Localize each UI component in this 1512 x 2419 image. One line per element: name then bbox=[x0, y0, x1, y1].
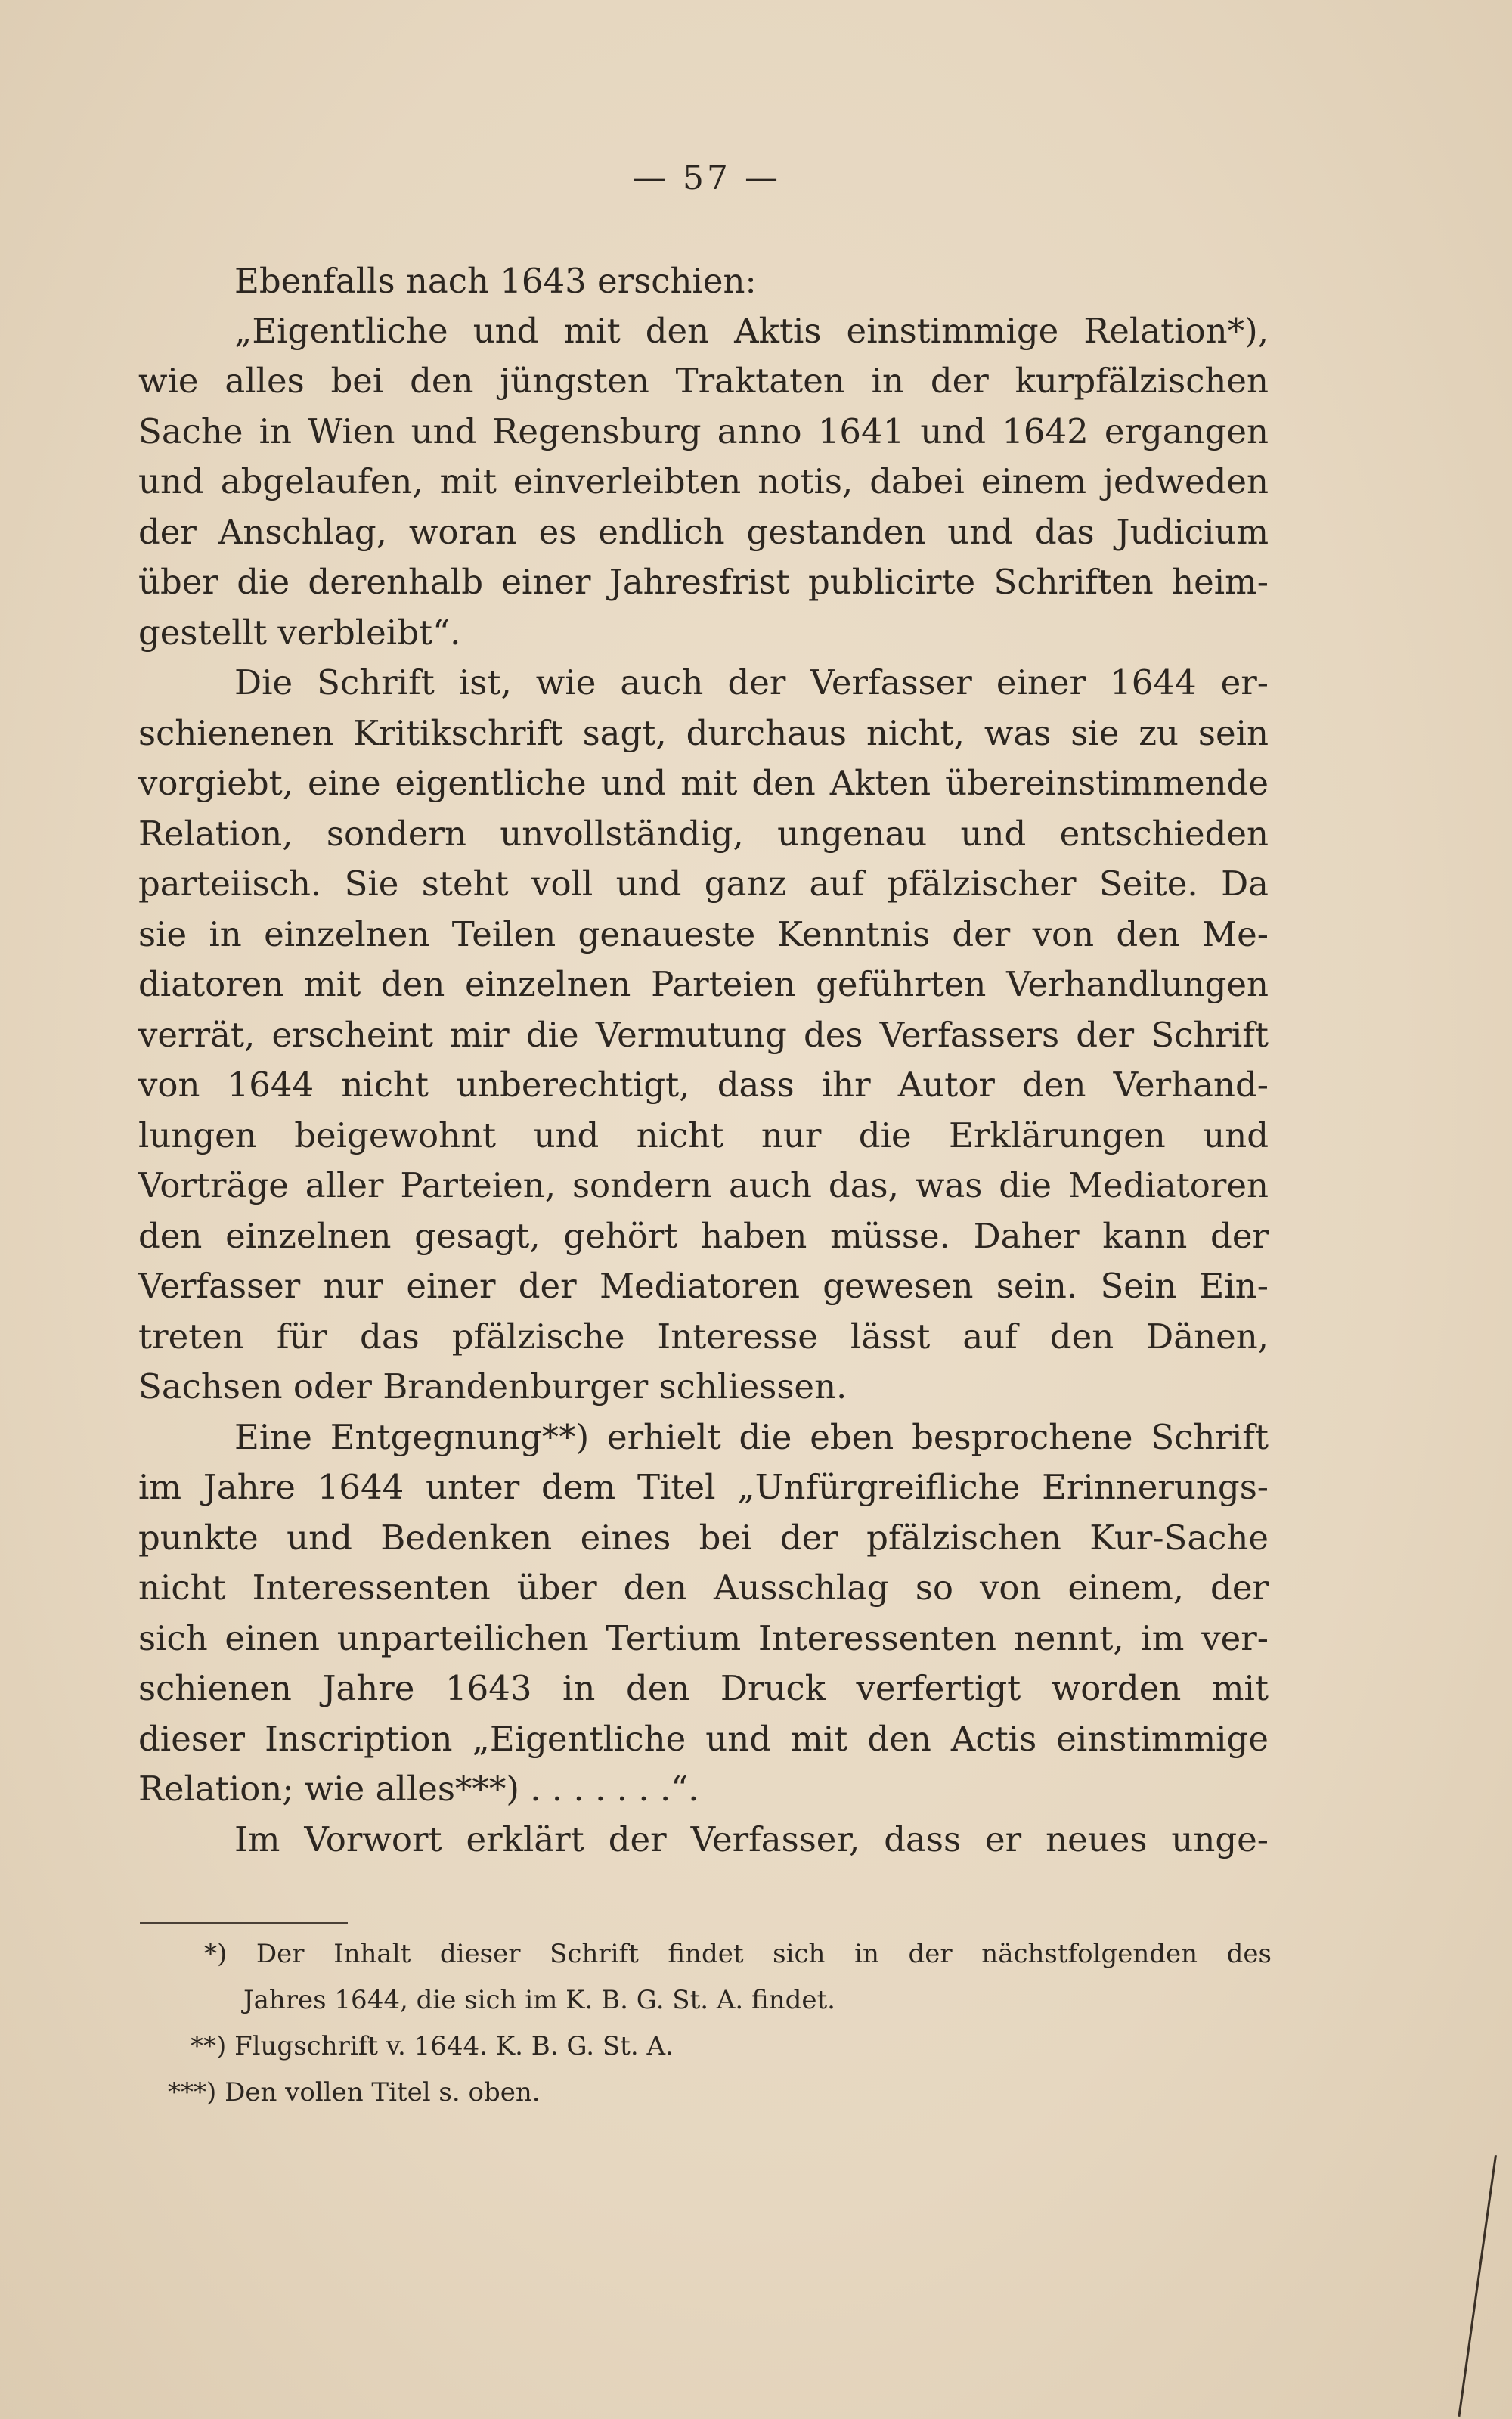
text-line: Ebenfalls nach 1643 erschien: bbox=[234, 261, 757, 301]
text-line: dieser Inscription „Eigentliche und mit den Actis einstimmige bbox=[138, 1719, 1269, 1759]
text-line: sich einen unparteilichen Tertium Interessenten nennt, im ver- bbox=[138, 1618, 1269, 1658]
text-line: und abgelaufen, mit einverleibten notis, dabei einem jedweden bbox=[138, 461, 1269, 501]
footnote-3: ***) Den vollen Titel s. oben. bbox=[168, 2077, 541, 2107]
text-line: Relation, sondern unvollständig, ungenau und entschieden bbox=[138, 814, 1269, 854]
text-line: Im Vorwort erklärt der Verfasser, dass er neues unge- bbox=[234, 1819, 1269, 1859]
footnote-1: *) Der Inhalt dieser Schrift findet sich in der nächstfolgenden des bbox=[204, 1939, 1272, 1969]
text-line: schienen Jahre 1643 in den Druck verfertigt worden mit bbox=[138, 1668, 1269, 1708]
text-line: Eine Entgegnung**) erhielt die eben besprochene Schrift bbox=[234, 1417, 1269, 1457]
text-line: gestellt verbleibt“. bbox=[138, 613, 461, 653]
text-line: treten für das pfälzische Interesse lässt auf den Dänen, bbox=[138, 1316, 1269, 1357]
text-line: wie alles bei den jüngsten Traktaten in der kurpfälzischen bbox=[138, 361, 1269, 401]
text-line: Die Schrift ist, wie auch der Verfasser einer 1644 er- bbox=[234, 662, 1269, 702]
text-line: punkte und Bedenken eines bei der pfälzischen Kur-Sache bbox=[138, 1518, 1269, 1558]
text-line: nicht Interessenten über den Ausschlag so von einem, der bbox=[138, 1568, 1269, 1608]
text-line: Verfasser nur einer der Mediatoren gewesen sein. Sein Ein- bbox=[138, 1266, 1269, 1306]
text-line: verrät, erscheint mir die Vermutung des Verfassers der Schrift bbox=[138, 1015, 1269, 1055]
page-edge-shadow bbox=[1458, 2155, 1497, 2417]
text-line: vorgiebt, eine eigentliche und mit den Akten übereinstimmende bbox=[138, 763, 1269, 803]
text-line: sie in einzelnen Teilen genaueste Kenntnis der von den Me- bbox=[138, 914, 1269, 954]
text-line: der Anschlag, woran es endlich gestanden und das Judicium bbox=[138, 512, 1269, 552]
text-line: parteiisch. Sie steht voll und ganz auf pfälzischer Seite. Da bbox=[138, 864, 1269, 904]
text-line: lungen beigewohnt und nicht nur die Erklärungen und bbox=[138, 1115, 1269, 1155]
text-line: schienenen Kritikschrift sagt, durchaus nicht, was sie zu sein bbox=[138, 713, 1269, 753]
text-line: den einzelnen gesagt, gehört haben müsse. Daher kann der bbox=[138, 1216, 1269, 1256]
text-line: Vorträge aller Parteien, sondern auch das, was die Mediatoren bbox=[138, 1165, 1269, 1205]
text-line: über die derenhalb einer Jahresfrist publicirte Schriften heim- bbox=[138, 562, 1269, 602]
text-line: diatoren mit den einzelnen Parteien geführten Verhandlungen bbox=[138, 964, 1269, 1004]
footnote-divider bbox=[140, 1922, 348, 1924]
page-number: — 57 — bbox=[633, 159, 781, 197]
text-line: Sachsen oder Brandenburger schliessen. bbox=[138, 1366, 847, 1406]
text-line: Sache in Wien und Regensburg anno 1641 und 1642 ergangen bbox=[138, 411, 1269, 451]
footnote-1-continued: Jahres 1644, die sich im K. B. G. St. A. findet. bbox=[243, 1985, 835, 2015]
text-line: Relation; wie alles***) . . . . . . .“. bbox=[138, 1769, 699, 1809]
footnote-2: **) Flugschrift v. 1644. K. B. G. St. A. bbox=[191, 2031, 674, 2061]
text-line: von 1644 nicht unberechtigt, dass ihr Autor den Verhand- bbox=[138, 1065, 1269, 1105]
text-line: „Eigentliche und mit den Aktis einstimmige Relation*), bbox=[234, 311, 1269, 351]
text-line: im Jahre 1644 unter dem Titel „Unfürgreifliche Erinnerungs- bbox=[138, 1467, 1269, 1507]
